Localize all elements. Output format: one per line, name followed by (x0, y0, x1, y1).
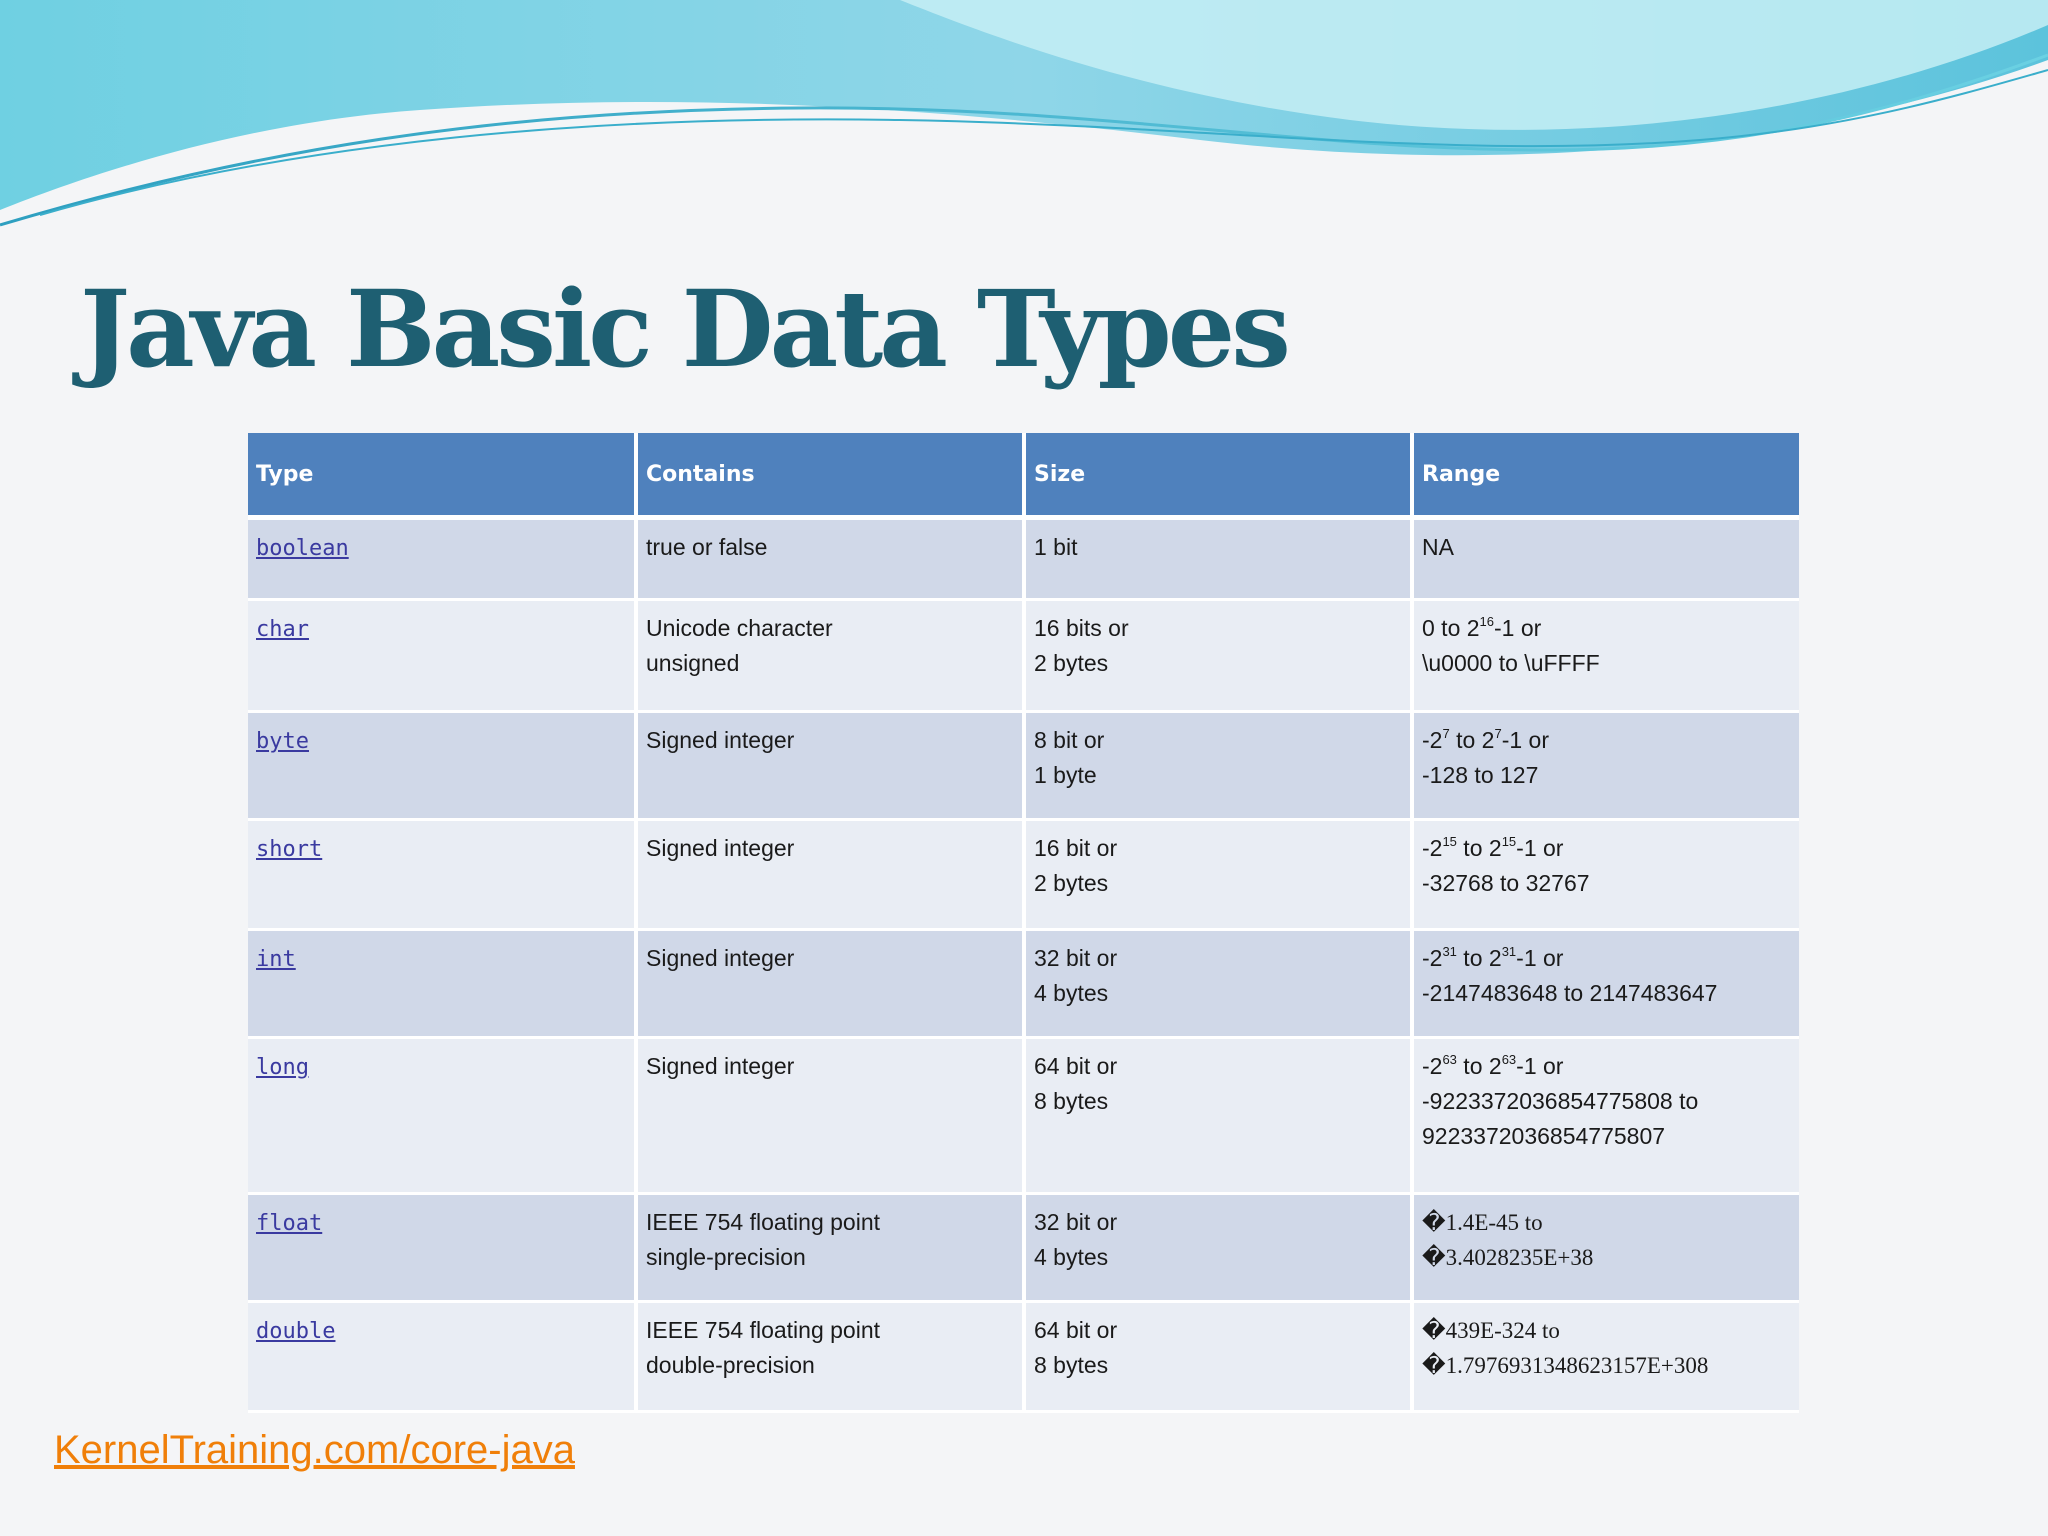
size-line: 64 bit or (1034, 1317, 1118, 1343)
range-exponent: 15 (1501, 834, 1517, 849)
contains-line: Signed integer (646, 727, 795, 753)
cell-contains (636, 1302, 1024, 1412)
cell-type (248, 1194, 636, 1302)
cell-size (1024, 1038, 1412, 1194)
range-exponent: 15 (1442, 834, 1457, 849)
type-link[interactable]: float (256, 1211, 323, 1236)
slide-title: Java Basic Data Types (80, 266, 1287, 391)
size-line: 8 bit or (1034, 727, 1105, 753)
size-line: 32 bit or (1034, 945, 1118, 971)
cell-range (1412, 1194, 1799, 1302)
range-text: -2147483648 to 2147483647 (1422, 980, 1718, 1006)
table-row (248, 1302, 1799, 1412)
range-line (1422, 530, 1791, 565)
range-text: NA (1422, 534, 1454, 560)
range-text: 9223372036854775807 (1422, 1123, 1666, 1149)
range-line (1422, 866, 1791, 901)
table-header (248, 433, 1799, 518)
cell-size (1024, 1194, 1412, 1302)
size-line: 1 byte (1034, 762, 1097, 788)
cell-size (1024, 712, 1412, 820)
range-text: \u0000 to \uFFFF (1422, 650, 1600, 676)
range-text: -1 or (1516, 1053, 1564, 1079)
type-link[interactable]: byte (256, 729, 309, 754)
range-text: 0 to 2 (1422, 615, 1480, 641)
data-types-table (248, 433, 1799, 1413)
contains-line: IEEE 754 floating point (646, 1209, 880, 1235)
range-text: to 2 (1456, 835, 1502, 861)
range-line (1422, 831, 1791, 866)
table-row (248, 712, 1799, 820)
contains-line: single-precision (646, 1244, 806, 1270)
cell-type (248, 820, 636, 930)
range-exponent: 7 (1494, 726, 1502, 741)
column-header-range: Range (1412, 433, 1799, 518)
range-line (1422, 611, 1791, 646)
table-row (248, 600, 1799, 712)
table-body (248, 518, 1799, 1412)
range-exponent: 31 (1442, 944, 1457, 959)
range-text: -1 or (1516, 945, 1564, 971)
cell-contains (636, 1038, 1024, 1194)
type-link[interactable]: int (256, 947, 296, 972)
range-exponent: 63 (1442, 1052, 1457, 1067)
column-header-contains: Contains (636, 433, 1024, 518)
range-text: to 2 (1449, 727, 1495, 753)
range-text: �439E-324 to (1422, 1318, 1560, 1343)
cell-type (248, 712, 636, 820)
size-line: 16 bit or (1034, 835, 1118, 861)
cell-range (1412, 930, 1799, 1038)
range-text: -1 or (1494, 615, 1542, 641)
cell-range (1412, 518, 1799, 600)
cell-type (248, 518, 636, 600)
cell-contains (636, 518, 1024, 600)
range-text: -1 or (1516, 835, 1564, 861)
contains-line: true or false (646, 534, 768, 560)
column-header-size: Size (1024, 433, 1412, 518)
range-text: -128 to 127 (1422, 762, 1539, 788)
type-link[interactable]: char (256, 617, 309, 642)
range-line (1422, 941, 1791, 976)
cell-size (1024, 1302, 1412, 1412)
cell-type (248, 1038, 636, 1194)
range-exponent: 16 (1479, 614, 1495, 629)
table-row (248, 820, 1799, 930)
range-text: -9223372036854775808 to (1422, 1088, 1699, 1114)
table-row (248, 1194, 1799, 1302)
range-line (1422, 976, 1791, 1011)
contains-line: unsigned (646, 650, 740, 676)
contains-line: Signed integer (646, 835, 795, 861)
data-types-table-container (248, 433, 1799, 1413)
range-text: -32768 to 32767 (1422, 870, 1590, 896)
range-line (1422, 723, 1791, 758)
range-text: -2 (1422, 835, 1443, 861)
cell-range (1412, 712, 1799, 820)
contains-line: double-precision (646, 1352, 815, 1378)
type-link[interactable]: boolean (256, 536, 349, 561)
range-exponent: 63 (1501, 1052, 1517, 1067)
cell-size (1024, 930, 1412, 1038)
cell-size (1024, 600, 1412, 712)
footer-link[interactable]: KernelTraining.com/core-java (54, 1428, 575, 1472)
size-line: 2 bytes (1034, 650, 1109, 676)
cell-type (248, 600, 636, 712)
header-wave-decoration (0, 0, 2048, 240)
cell-range (1412, 1038, 1799, 1194)
type-link[interactable]: double (256, 1319, 336, 1344)
range-line (1422, 1205, 1791, 1240)
cell-contains (636, 1194, 1024, 1302)
range-text: -2 (1422, 727, 1443, 753)
cell-size (1024, 820, 1412, 930)
table-row (248, 930, 1799, 1038)
table-header-row (248, 433, 1799, 518)
range-exponent: 31 (1501, 944, 1517, 959)
cell-range (1412, 600, 1799, 712)
type-link[interactable]: short (256, 837, 323, 862)
contains-line: IEEE 754 floating point (646, 1317, 880, 1343)
range-text: -2 (1422, 1053, 1443, 1079)
size-line: 64 bit or (1034, 1053, 1118, 1079)
range-line (1422, 1240, 1791, 1275)
range-line (1422, 646, 1791, 681)
contains-line: Unicode character (646, 615, 833, 641)
size-line: 16 bits or (1034, 615, 1129, 641)
cell-size (1024, 518, 1412, 600)
range-exponent: 7 (1442, 726, 1450, 741)
range-text: �1.4E-45 to (1422, 1210, 1543, 1235)
size-line: 2 bytes (1034, 870, 1109, 896)
range-line (1422, 758, 1791, 793)
cell-contains (636, 820, 1024, 930)
cell-type (248, 930, 636, 1038)
size-line: 8 bytes (1034, 1352, 1109, 1378)
range-text: -1 or (1501, 727, 1549, 753)
cell-range (1412, 820, 1799, 930)
range-text: to 2 (1456, 945, 1502, 971)
range-text: �1.7976931348623157E+308 (1422, 1353, 1709, 1378)
range-line (1422, 1049, 1791, 1084)
cell-type (248, 1302, 636, 1412)
type-link[interactable]: long (256, 1055, 309, 1080)
cell-contains (636, 930, 1024, 1038)
size-line: 4 bytes (1034, 1244, 1109, 1270)
range-line (1422, 1084, 1791, 1119)
range-text: -2 (1422, 945, 1443, 971)
size-line: 32 bit or (1034, 1209, 1118, 1235)
cell-range (1412, 1302, 1799, 1412)
range-text: to 2 (1456, 1053, 1502, 1079)
range-line (1422, 1313, 1791, 1348)
size-line: 1 bit (1034, 534, 1078, 560)
cell-contains (636, 600, 1024, 712)
size-line: 8 bytes (1034, 1088, 1109, 1114)
cell-contains (636, 712, 1024, 820)
size-line: 4 bytes (1034, 980, 1109, 1006)
contains-line: Signed integer (646, 1053, 795, 1079)
table-row (248, 518, 1799, 600)
range-text: �3.4028235E+38 (1422, 1245, 1594, 1270)
table-row (248, 1038, 1799, 1194)
range-line (1422, 1348, 1791, 1383)
column-header-type: Type (248, 433, 636, 518)
contains-line: Signed integer (646, 945, 795, 971)
range-line (1422, 1119, 1791, 1154)
